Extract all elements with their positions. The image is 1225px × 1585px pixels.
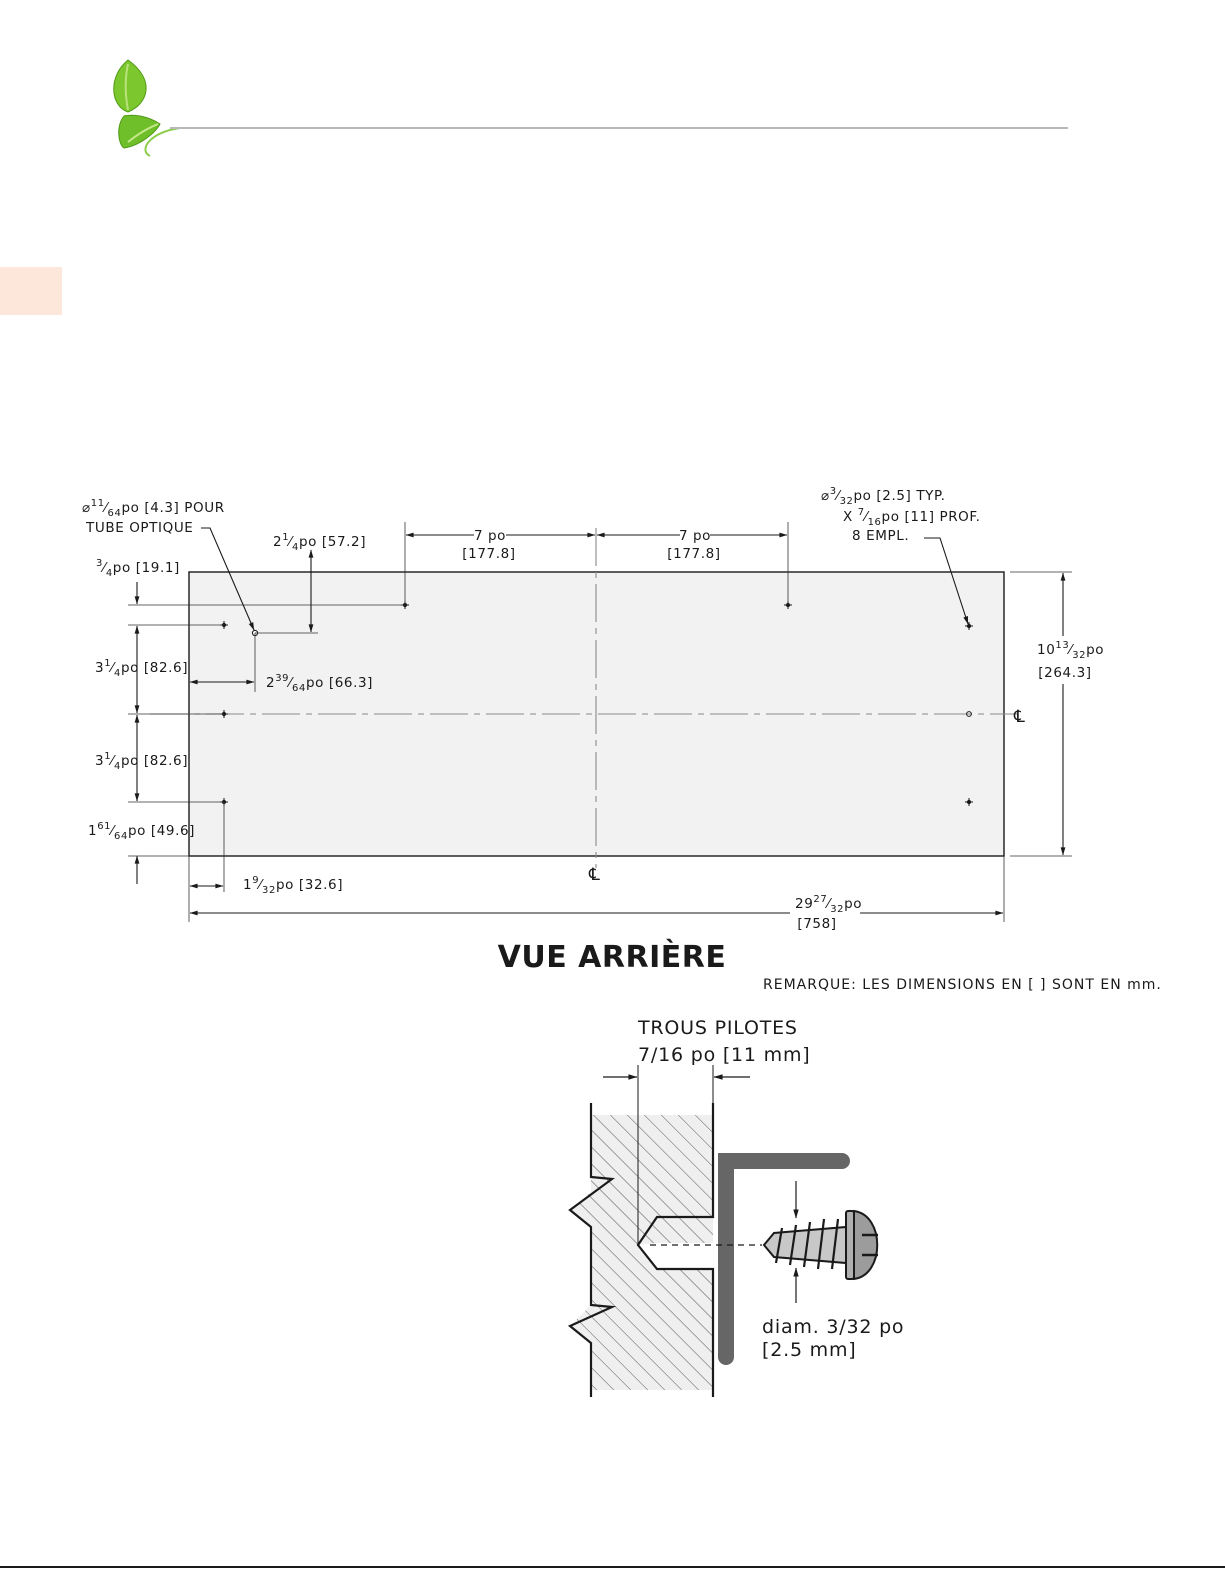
centerline-symbol-bottom: ℄ (589, 865, 600, 885)
dim-width-label: $29^{27}⁄_{32}po$ (795, 894, 863, 915)
page-header (0, 0, 1225, 330)
svg-text:⌀11⁄64po [4.3] POUR: $⌀^{11}⁄_{64}po$ [4.3] POUR (82, 498, 225, 519)
dim-tube-x-label: $2^{39}⁄_{64}po$ [66.3] (266, 673, 374, 694)
svg-text:8 EMPL.: 8 EMPL. (852, 528, 910, 544)
centerline-symbol-right: ℄ (1014, 707, 1025, 727)
pilot-holes-size: 7/16 po [11 mm] (638, 1044, 811, 1066)
dim-bottom-label: $1^{61}⁄_{64}po$ [49.6] (88, 821, 196, 842)
dim-edge-label: $1^9⁄_{32}po$ [32.6] (243, 875, 344, 896)
dim-width-mm: [758] (797, 916, 837, 932)
svg-text:⌀3⁄32po [2.5] TYP.: $⌀^3⁄_{32}po$ [2.5] TYP. (821, 486, 946, 507)
svg-text:X 7⁄16po [11] PROF.: X $^7⁄_{16}po$ [11] PROF. (843, 507, 981, 528)
pilot-hole-detail (500, 1005, 960, 1405)
dim-height-label: $10^{13}⁄_{32}po$ (1037, 640, 1105, 661)
pilot-holes-title: TROUS PILOTES (638, 1017, 798, 1039)
callout-mounting-holes (821, 486, 981, 544)
dim-tube-y-label: $2^1⁄_4po$ [57.2] (273, 532, 367, 553)
dim-height-mm: [264.3] (1038, 665, 1092, 681)
callout-light-tube (82, 498, 225, 536)
footer-rule (0, 1566, 1225, 1568)
dimension-note: REMARQUE: LES DIMENSIONS EN [ ] SONT EN mm. (763, 977, 1162, 993)
green-leaves-icon (114, 60, 180, 156)
dim-seven-right-mm: [177.8] (667, 546, 721, 562)
screw-diameter-mm: [2.5 mm] (762, 1339, 857, 1361)
svg-text:TUBE OPTIQUE: TUBE OPTIQUE (86, 520, 194, 536)
screw-icon (764, 1211, 878, 1279)
dim-seven-left-label: 7 po (473, 528, 507, 544)
dim-seven-left-mm: [177.8] (462, 546, 516, 562)
dim-top-left-label: $^3⁄_4po$ [19.1] (96, 558, 180, 579)
dim-upper-spacing-label: $3^1⁄_4po$ [82.6] (95, 658, 189, 679)
rear-view-drawing (0, 470, 1225, 1010)
side-tab (0, 267, 62, 315)
dim-lower-spacing-label: $3^1⁄_4po$ [82.6] (95, 751, 189, 772)
dim-seven-right-label: 7 po (678, 528, 712, 544)
screw-diameter-label: diam. 3/32 po (762, 1316, 905, 1338)
rear-view-title: VUE ARRIÈRE (497, 940, 727, 975)
